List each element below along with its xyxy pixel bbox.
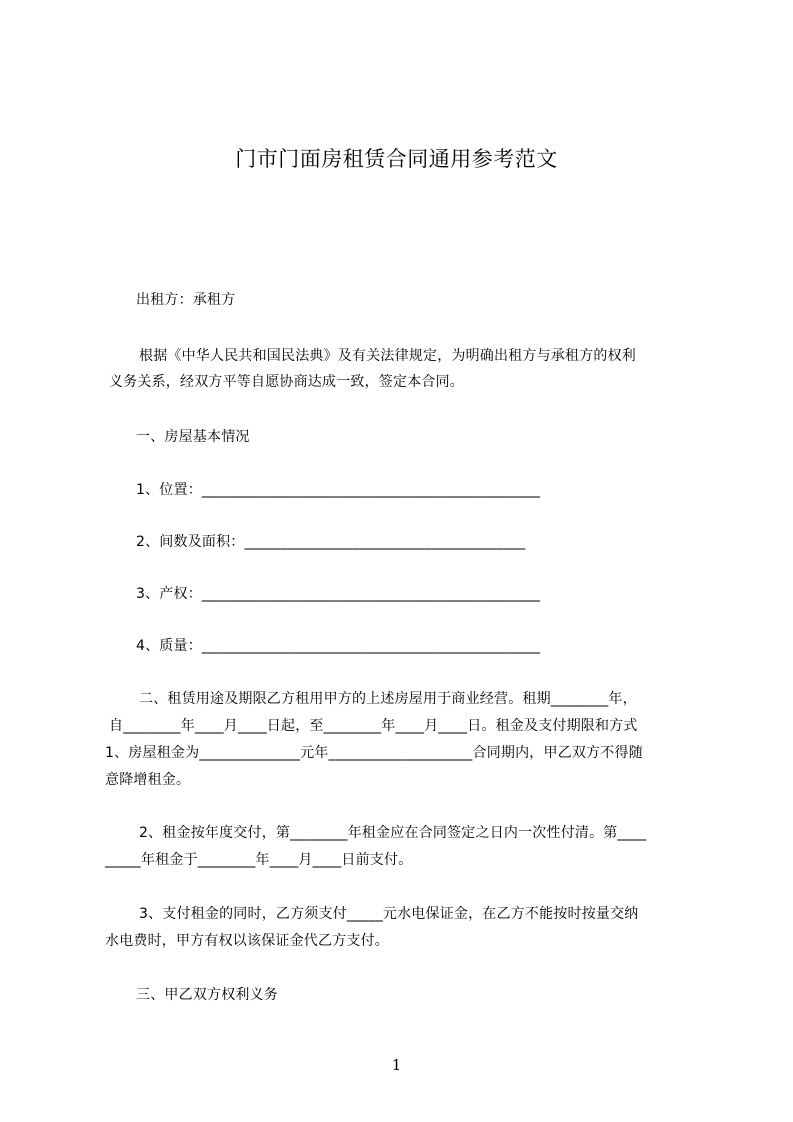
section-heading-3: 三、甲乙双方权利义务: [136, 987, 278, 1003]
deposit-line-1: 3、支付租金的同时，乙方须支付_____元水电保证金，在乙方不能按时按量交纳: [139, 906, 639, 922]
rent-payment-line-2: _____年租金于________年____月____日前支付。: [105, 852, 413, 868]
preamble-line-2: 义务关系，经双方平等自愿协商达成一致，签定本合同。: [109, 374, 464, 390]
item-property-right: 3、产权：_______________________________________________: [136, 586, 541, 602]
document-title: 门市门面房租赁合同通用参考范文: [235, 147, 558, 171]
section-heading-1: 一、房屋基本情况: [136, 429, 250, 445]
parties-line: 出租方：承租方: [136, 292, 236, 308]
section-2-line-1: 二、租赁用途及期限乙方租用甲方的上述房屋用于商业经营。租期________年，: [139, 691, 637, 707]
item-location: 1、位置：_______________________________________________: [136, 482, 541, 498]
rent-payment-line-1: 2、租金按年度交付，第________年租金应在合同签定之日内一次性付清。第____: [139, 825, 647, 841]
item-rooms-area: 2、间数及面积：_______________________________________: [136, 534, 526, 550]
section-2-line-3: 1、房屋租金为______________元年____________________合同期内，甲乙双方不得随: [105, 745, 643, 761]
preamble-line-1: 根据《中华人民共和国民法典》及有关法律规定，为明确出租方与承租方的权利: [139, 348, 636, 364]
section-2-line-2: 自________年____月____日起，至________年____月____日。租金及支付期限和方式: [109, 718, 638, 734]
item-quality: 4、质量：_______________________________________________: [136, 638, 541, 654]
page-number: 1: [391, 1056, 402, 1074]
section-2-line-4: 意降增租金。: [105, 772, 191, 788]
deposit-line-2: 水电费时，甲方有权以该保证金代乙方支付。: [105, 933, 389, 949]
